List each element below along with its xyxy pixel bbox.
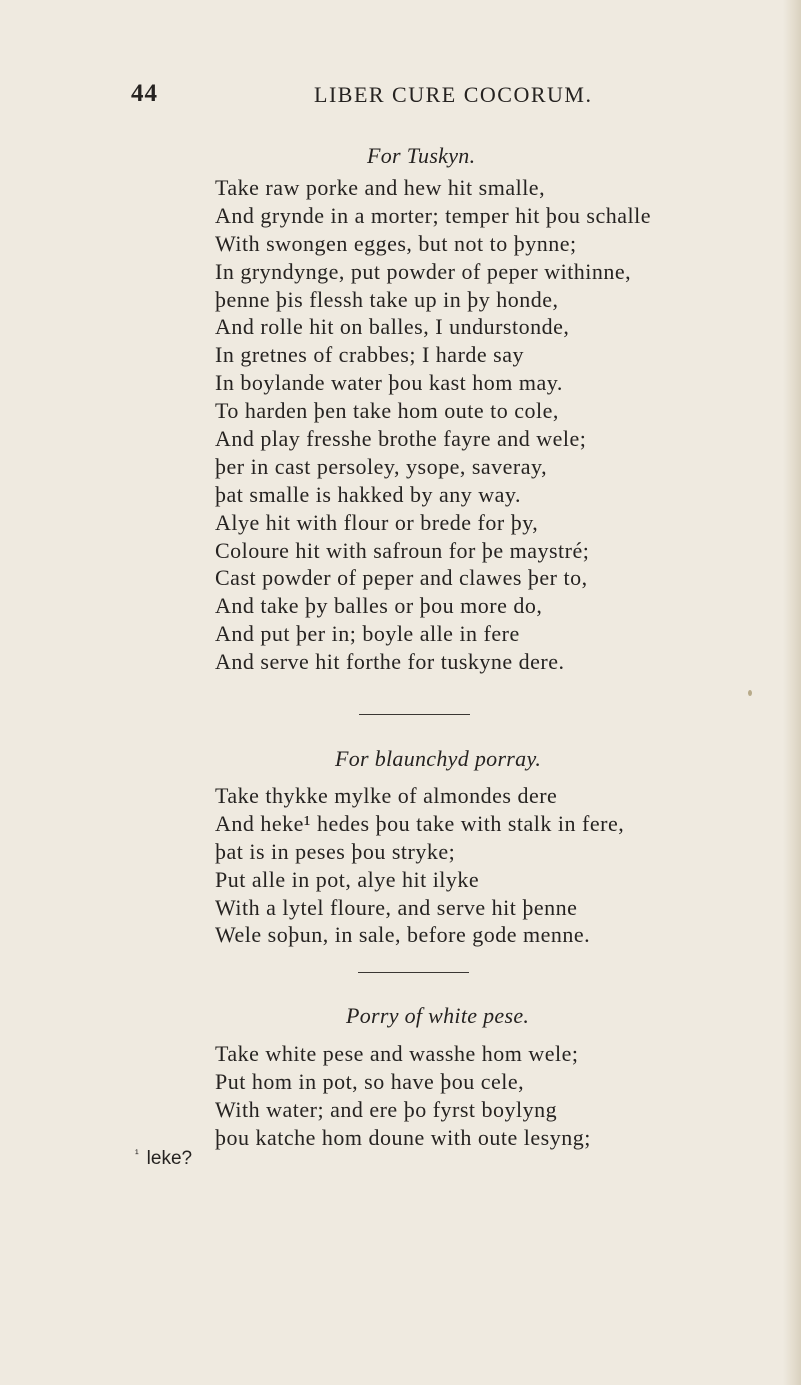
verse-line: Take thykke mylke of almondes dere (215, 783, 558, 808)
verse-line: Put alle in pot, alye hit ilyke (215, 866, 480, 892)
verse-line: And rolle hit on balles, I undurstonde, (215, 314, 570, 340)
verse-line: With swongen egges, but not to þynne; (215, 230, 577, 256)
verse-line: þou katche hom doune with oute lesyng; (215, 1124, 591, 1150)
recipe-blaunchyd-porray (215, 782, 624, 949)
paper-speck (748, 690, 752, 696)
recipe-porry-white-pese (215, 1040, 591, 1152)
verse-line: þat is in peses þou stryke; (215, 838, 456, 864)
verse-line: With water; and ere þo fyrst boylyng (215, 1096, 558, 1122)
section-title-blaunchyd-porray: For blaunchyd porray. (335, 746, 542, 771)
verse-line: Alye hit with flour or brede for þy, (215, 509, 539, 535)
verse-line: þat smalle is hakked by any way. (215, 481, 521, 507)
section-divider (358, 972, 469, 973)
verse-line: Wele soþun, in sale, before gode menne. (215, 922, 591, 948)
verse-line: þenne þis flessh take up in þy honde, (215, 286, 559, 312)
footnote (135, 1148, 192, 1170)
section-title-tuskyn: For Tuskyn. (367, 143, 476, 168)
page-number: 44 (131, 80, 158, 107)
verse-line: And take þy balles or þou more do, (215, 593, 543, 619)
section-title-porry-white-pese: Porry of white pese. (346, 1003, 530, 1028)
page-edge-shadow (783, 0, 801, 1385)
section-divider (359, 714, 470, 715)
verse-line: Cast powder of peper and clawes þer to, (215, 565, 588, 591)
verse-line: Put hom in pot, so have þou cele, (215, 1068, 525, 1094)
footnote-mark: ¹ (135, 1148, 139, 1160)
verse-line: In boylande water þou kast hom may. (215, 370, 563, 396)
footnote-text: leke? (146, 1148, 193, 1169)
verse-line: In gryndynge, put powder of peper withinne, (215, 258, 632, 284)
verse-line: To harden þen take hom oute to cole, (215, 398, 559, 424)
verse-line: Coloure hit with safroun for þe maystré; (215, 537, 590, 563)
recipe-tuskyn (215, 174, 651, 676)
verse-line: þer in cast persoley, ysope, saveray, (215, 453, 548, 479)
verse-line: With a lytel floure, and serve hit þenne (215, 894, 578, 920)
verse-line: In gretnes of crabbes; I harde say (215, 342, 524, 368)
verse-line: And serve hit forthe for tuskyne dere. (215, 649, 565, 675)
verse-line: Take raw porke and hew hit smalle, (215, 175, 546, 200)
verse-line: And grynde in a morter; temper hit þou schalle (215, 202, 651, 228)
verse-line: And heke¹ hedes þou take with stalk in fere, (215, 810, 625, 836)
verse-line: And play fresshe brothe fayre and wele; (215, 426, 587, 452)
running-title: LIBER CURE COCORUM. (314, 82, 593, 107)
verse-line: And put þer in; boyle alle in fere (215, 621, 520, 647)
verse-line: Take white pese and wasshe hom wele; (215, 1041, 579, 1066)
